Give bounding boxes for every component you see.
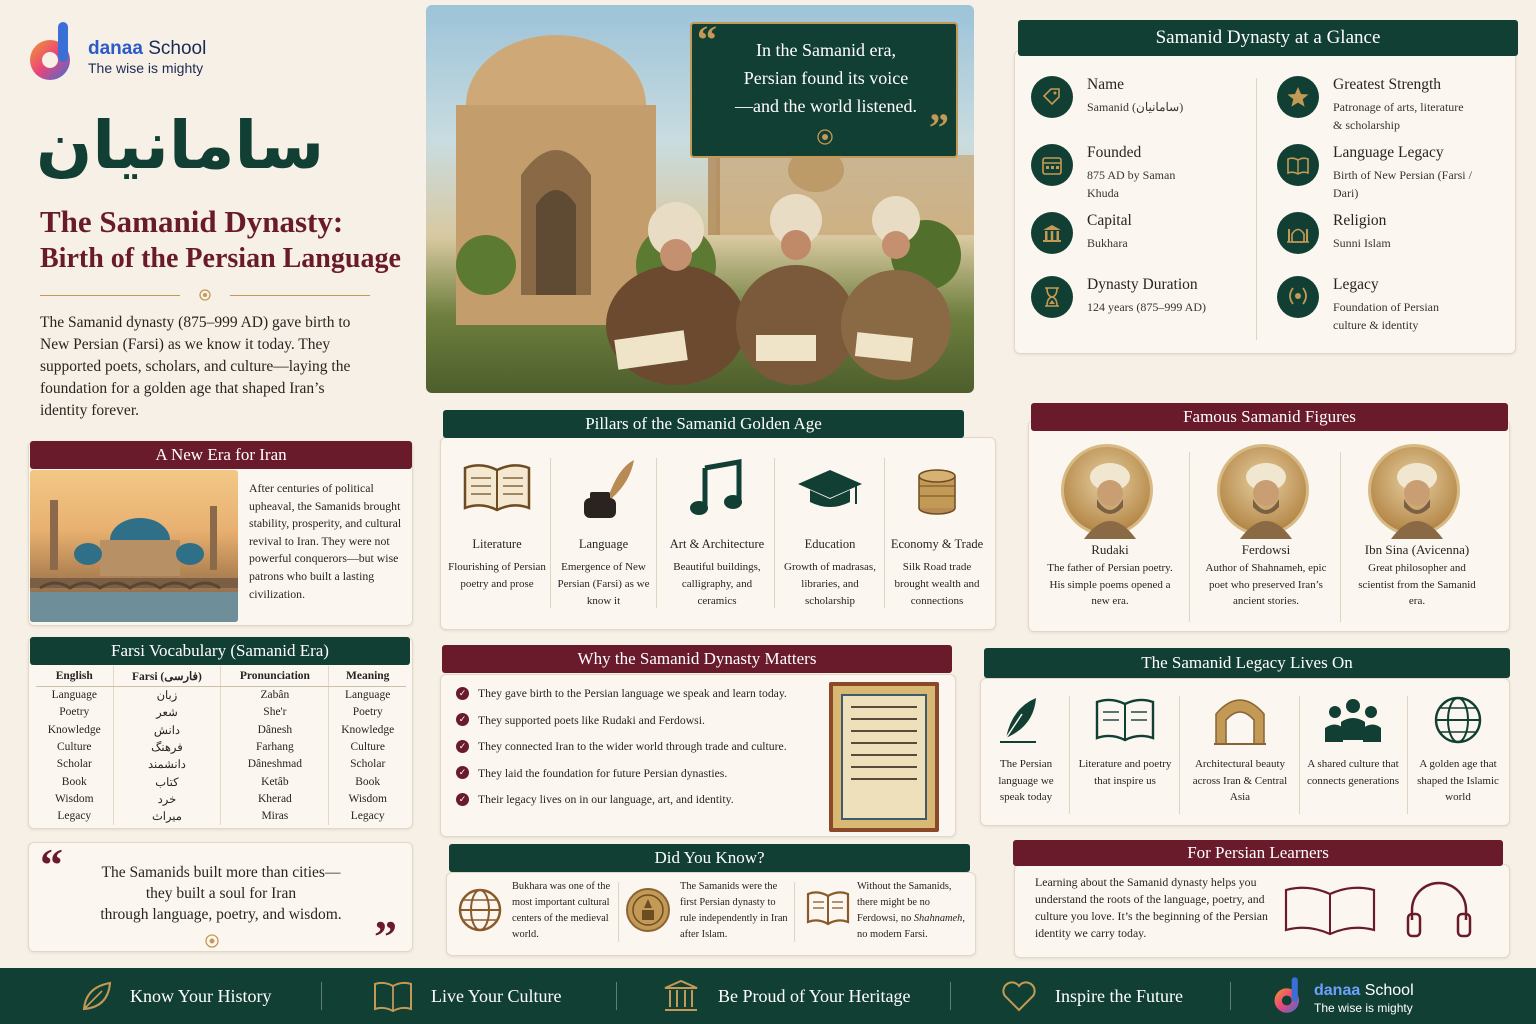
vocab-row xyxy=(36,773,406,790)
brand-logo[interactable] xyxy=(26,20,236,84)
ornament-divider xyxy=(40,288,370,302)
figure-name: Ibn Sina (Avicenna) xyxy=(1364,542,1470,557)
vocab-cell-english: Knowledge xyxy=(36,721,113,738)
pillars-icon xyxy=(663,979,699,1013)
dyk-text: The Samanids were the first Persian dynasty to rule independently in Iran after Islam. xyxy=(680,881,788,940)
glance-label: Dynasty Duration xyxy=(1087,276,1198,293)
dyk-item xyxy=(452,878,618,948)
glance-item xyxy=(1277,72,1507,138)
vocab-cell-farsi: میراث xyxy=(113,808,221,825)
book-icon xyxy=(804,888,852,928)
quote-top-close-mark: ” xyxy=(929,105,949,150)
pillar-item xyxy=(884,445,990,620)
quill-ink-icon xyxy=(568,455,640,525)
figure-text: Author of Shahnameh, epic poet who preserved Iran’s ancient stories. xyxy=(1205,562,1327,607)
vocab-cell-english: Wisdom xyxy=(36,790,113,807)
why-item-text: Their legacy lives on in our language, art, and identity. xyxy=(478,792,734,806)
glance-item xyxy=(1031,72,1261,138)
legacy-item xyxy=(1300,688,1406,818)
learners-heading: For Persian Learners xyxy=(1013,840,1503,866)
pillar-title: Literature xyxy=(472,537,522,551)
dyk-text-pre: Without the Samanids, there might be no Ferdowsi, no xyxy=(857,881,952,924)
pillar-title: Art & Architecture xyxy=(669,537,765,551)
quote-top-text xyxy=(700,36,952,120)
coins-icon xyxy=(901,455,973,525)
vocab-cell-english: Book xyxy=(36,773,113,790)
legacy-item xyxy=(1408,688,1508,818)
vocab-row xyxy=(36,790,406,807)
vocab-cell-english: Legacy xyxy=(36,808,113,825)
vocab-row xyxy=(36,756,406,773)
glance-label: Religion xyxy=(1333,212,1387,229)
pillar-title: Language xyxy=(578,537,629,551)
calendar-icon xyxy=(1031,144,1073,186)
vocab-heading: Farsi Vocabulary (Samanid Era) xyxy=(30,637,410,665)
vocab-col-meaning: Meaning xyxy=(329,666,406,687)
brand-name-rest: School xyxy=(142,38,207,59)
globe-icon xyxy=(456,886,504,934)
vocab-cell-farsi: خرد xyxy=(113,790,221,807)
footer-label: Know Your History xyxy=(130,985,272,1006)
glance-value: Sunni Islam xyxy=(1333,236,1391,250)
intro-paragraph: The Samanid dynasty (875–999 AD) gave birth to New Persian (Farsi) as we know it today. They supported poets, scholars, and culture—laying the foundation for a golden age that shaped Iran’s identity forever. xyxy=(40,314,351,419)
pillar-item xyxy=(776,445,884,620)
legacy-text: The Persian language we speak today xyxy=(998,758,1054,803)
vocab-cell-pronunciation: Ketâb xyxy=(221,773,329,790)
vocab-cell-pronunciation: Zabân xyxy=(221,687,329,704)
figure-portrait xyxy=(1368,444,1460,536)
vocab-cell-pronunciation: Dâneshmad xyxy=(221,756,329,773)
brand-tagline: The wise is mighty xyxy=(88,60,204,76)
glance-label: Founded xyxy=(1087,144,1142,161)
vocab-cell-pronunciation: She'r xyxy=(221,704,329,721)
legacy-text: Architectural beauty across Iran & Central Asia xyxy=(1192,758,1288,803)
glance-value: Bukhara xyxy=(1087,236,1128,250)
quote-bottom-line3: through language, poetry, and wisdom. xyxy=(100,906,342,923)
pillar-text: Silk Road trade brought wealth and connections xyxy=(894,561,980,607)
heart-icon xyxy=(1000,979,1038,1013)
footer-brand-logo[interactable] xyxy=(1272,976,1442,1018)
vocab-row xyxy=(36,721,406,738)
dyk-item xyxy=(620,878,792,948)
quote-top-line1: In the Samanid era, xyxy=(756,40,896,60)
vocab-cell-english: Culture xyxy=(36,738,113,755)
quote-bottom-line2: they built a soul for Iran xyxy=(145,885,297,902)
vocab-cell-farsi: فرهنگ xyxy=(113,738,221,755)
vocab-cell-pronunciation: Farhang xyxy=(221,738,329,755)
vocab-cell-english: Scholar xyxy=(36,756,113,773)
vocab-cell-meaning: Scholar xyxy=(350,758,386,771)
glance-item xyxy=(1031,208,1261,274)
pillar-item xyxy=(444,445,550,620)
glance-label: Capital xyxy=(1087,212,1132,229)
coin-icon xyxy=(624,886,672,934)
glance-label: Language Legacy xyxy=(1333,144,1444,161)
vocab-row xyxy=(36,738,406,755)
learners-text: Learning about the Samanid dynasty helps you understand the roots of the language, poetry, and culture you love. It’s the beginning of the Persian identity we carry today. xyxy=(1035,875,1268,940)
why-item xyxy=(456,686,826,713)
vocab-col-pronunciation: Pronunciation xyxy=(221,666,329,687)
page-title-line1: The Samanid Dynasty: xyxy=(40,204,344,239)
glance-value: 875 AD by Saman Khuda xyxy=(1087,168,1176,200)
dyk-item xyxy=(796,878,972,948)
new-era-text: After centuries of political upheaval, the Samanids brought stability, prosperity, and cultural revival to Iran. They were not powerful conquerors—but wise patrons who built a lasting civilization. xyxy=(249,481,402,601)
vocab-cell-english: Poetry xyxy=(36,704,113,721)
building-icon xyxy=(1031,212,1073,254)
why-item xyxy=(456,766,826,793)
vocab-cell-meaning: Knowledge xyxy=(341,723,395,736)
why-list xyxy=(456,686,826,819)
glance-value: Patronage of arts, literature & scholarship xyxy=(1333,100,1464,132)
danaa-logo-icon xyxy=(26,20,78,82)
vocab-cell-meaning: Culture xyxy=(350,741,385,754)
pillar-text: Beautiful buildings, calligraphy, and ceramics xyxy=(673,561,761,607)
new-era-heading: A New Era for Iran xyxy=(30,441,412,469)
legacy-text: Literature and poetry that inspire us xyxy=(1078,758,1172,787)
pillar-title: Education xyxy=(804,537,856,551)
pillars-heading: Pillars of the Samanid Golden Age xyxy=(443,410,964,438)
tag-icon xyxy=(1031,76,1073,118)
vocab-col-english: English xyxy=(36,666,113,687)
figure-item xyxy=(1192,442,1340,628)
glance-value: Birth of New Persian (Farsi / Dari) xyxy=(1333,168,1472,200)
footer-item-future[interactable] xyxy=(1000,968,1183,1024)
check-icon: ✓ xyxy=(456,687,469,700)
why-item xyxy=(456,739,826,766)
glance-label: Greatest Strength xyxy=(1333,76,1442,93)
glance-value: 124 years (875–999 AD) xyxy=(1087,300,1206,314)
vocab-cell-farsi: دانش xyxy=(113,721,221,738)
dyk-text xyxy=(857,879,971,943)
vocab-cell-meaning: Poetry xyxy=(352,706,383,719)
quote-bottom-line1: The Samanids built more than cities— xyxy=(101,864,341,881)
flower-ornament-icon xyxy=(812,126,838,148)
headphones-icon xyxy=(1404,880,1474,940)
footer-brand-tagline: The wise is mighty xyxy=(1314,1001,1413,1015)
pillar-title: Economy & Trade xyxy=(890,537,984,551)
book-icon xyxy=(373,979,413,1013)
flower-ornament-icon xyxy=(193,288,217,302)
vocab-cell-pronunciation: Kherad xyxy=(221,790,329,807)
glance-item xyxy=(1277,208,1507,274)
check-icon: ✓ xyxy=(456,766,469,779)
dyk-text: Bukhara was one of the most important cultural centers of the medieval world. xyxy=(512,881,611,940)
figure-item xyxy=(1036,442,1184,628)
quill-icon xyxy=(996,694,1056,748)
check-icon: ✓ xyxy=(456,713,469,726)
footer-label: Live Your Culture xyxy=(431,985,562,1006)
figure-portrait xyxy=(1061,444,1153,536)
footer-label: Be Proud of Your Heritage xyxy=(718,985,911,1006)
music-note-icon xyxy=(681,455,753,525)
quote-close-mark: ” xyxy=(374,911,397,962)
pillar-item xyxy=(551,445,656,620)
vocab-cell-english: Language xyxy=(36,687,113,704)
vocab-cell-meaning: Book xyxy=(355,775,381,788)
mosque-icon xyxy=(1277,212,1319,254)
vocab-cell-meaning: Legacy xyxy=(350,810,385,823)
check-icon: ✓ xyxy=(456,740,469,753)
why-item xyxy=(456,713,826,740)
vocab-table xyxy=(36,666,406,825)
arch-icon xyxy=(1210,694,1270,748)
pillar-text: Growth of madrasas, libraries, and scholarship xyxy=(784,561,876,607)
vocab-cell-meaning: Language xyxy=(345,689,391,702)
vocab-cell-farsi: زبان xyxy=(113,687,221,704)
pillar-text: Emergence of New Persian (Farsi) as we know it xyxy=(557,561,650,607)
why-item-text: They connected Iran to the wider world through trade and culture. xyxy=(478,739,787,753)
why-heading: Why the Samanid Dynasty Matters xyxy=(442,645,952,673)
legacy-heading: The Samanid Legacy Lives On xyxy=(984,648,1510,678)
pillar-item xyxy=(660,445,774,620)
glance-item xyxy=(1031,272,1261,338)
vocab-row xyxy=(36,704,406,721)
legacy-item xyxy=(1182,688,1298,818)
vocab-cell-farsi: شعر xyxy=(113,704,221,721)
leaf-icon xyxy=(80,979,114,1013)
why-item-text: They gave birth to the Persian language we speak and learn today. xyxy=(478,686,787,700)
why-item xyxy=(456,792,826,819)
quote-top-line2: Persian found its voice xyxy=(743,68,909,88)
footer-label: Inspire the Future xyxy=(1055,985,1183,1006)
glance-item xyxy=(1031,140,1261,206)
figure-portrait xyxy=(1217,444,1309,536)
figures-heading: Famous Samanid Figures xyxy=(1031,403,1508,431)
flower-ornament-icon xyxy=(200,932,224,950)
vocab-cell-pronunciation: Dânesh xyxy=(221,721,329,738)
bukhara-city-image xyxy=(30,470,238,622)
danaa-logo-icon xyxy=(1272,976,1304,1014)
page-title-line2: Birth of the Persian Language xyxy=(40,243,401,274)
why-item-text: They laid the foundation for future Persian dynasties. xyxy=(478,766,728,780)
vocab-row xyxy=(36,808,406,825)
globe-icon xyxy=(1428,694,1488,748)
glance-label: Legacy xyxy=(1333,276,1379,293)
vocab-table-wrap xyxy=(36,666,406,825)
vocab-col-farsi: Farsi (فارسی) xyxy=(113,666,221,687)
open-book-icon xyxy=(1095,694,1155,748)
figure-name: Rudaki xyxy=(1091,542,1129,557)
pillar-text: Flourishing of Persian poetry and prose xyxy=(448,561,546,590)
persian-title: سامانیان xyxy=(36,107,325,184)
legacy-text: A golden age that shaped the Islamic world xyxy=(1417,758,1499,803)
footer-item-heritage[interactable] xyxy=(663,968,910,1024)
check-icon: ✓ xyxy=(456,793,469,806)
figure-item xyxy=(1343,442,1491,628)
footer-brand-name-rest: School xyxy=(1360,982,1414,999)
manuscript-image xyxy=(829,682,939,832)
figure-text: Great philosopher and scientist from the Samanid era. xyxy=(1358,562,1476,607)
vocab-cell-meaning: Wisdom xyxy=(348,792,387,805)
vocab-cell-farsi: کتاب xyxy=(113,773,221,790)
laurel-icon xyxy=(1277,276,1319,318)
why-item-text: They supported poets like Rudaki and Ferdowsi. xyxy=(478,713,705,727)
vocab-row xyxy=(36,687,406,704)
legacy-text: A shared culture that connects generations xyxy=(1307,758,1399,787)
quote-open-mark: “ xyxy=(40,839,63,890)
open-book-icon xyxy=(1282,882,1378,938)
did-you-know-heading: Did You Know? xyxy=(449,844,970,872)
star-icon xyxy=(1277,76,1319,118)
glance-value: Samanid (سامانیان) xyxy=(1087,100,1184,114)
legacy-item xyxy=(984,688,1068,818)
people-icon xyxy=(1323,694,1383,748)
brand-name-bold: danaa xyxy=(88,38,143,59)
quote-top-line3: —and the world listened. xyxy=(735,96,917,116)
open-book-icon xyxy=(461,455,533,525)
glance-item xyxy=(1277,140,1507,206)
hourglass-icon xyxy=(1031,276,1073,318)
quote-bottom-text xyxy=(60,862,382,925)
footer-brand-name-bold: danaa xyxy=(1314,982,1361,999)
figure-text: The father of Persian poetry. His simple poems opened a new era. xyxy=(1047,562,1173,607)
book-icon xyxy=(1277,144,1319,186)
glance-value: Foundation of Persian culture & identity xyxy=(1333,300,1439,332)
footer-item-history[interactable] xyxy=(80,968,272,1024)
glance-item xyxy=(1277,272,1507,338)
footer-item-culture[interactable] xyxy=(373,968,562,1024)
vocab-cell-pronunciation: Miras xyxy=(221,808,329,825)
dyk-text-post: , no modern Farsi. xyxy=(857,913,965,940)
dyk-text-em: Shahnameh xyxy=(913,913,963,924)
quote-top-open-mark: “ xyxy=(697,17,717,62)
figure-name: Ferdowsi xyxy=(1241,542,1291,557)
graduation-cap-icon xyxy=(794,455,866,525)
glance-heading: Samanid Dynasty at a Glance xyxy=(1018,20,1518,56)
vocab-cell-farsi: دانشمند xyxy=(113,756,221,773)
legacy-item xyxy=(1072,688,1178,818)
glance-label: Name xyxy=(1087,76,1125,93)
